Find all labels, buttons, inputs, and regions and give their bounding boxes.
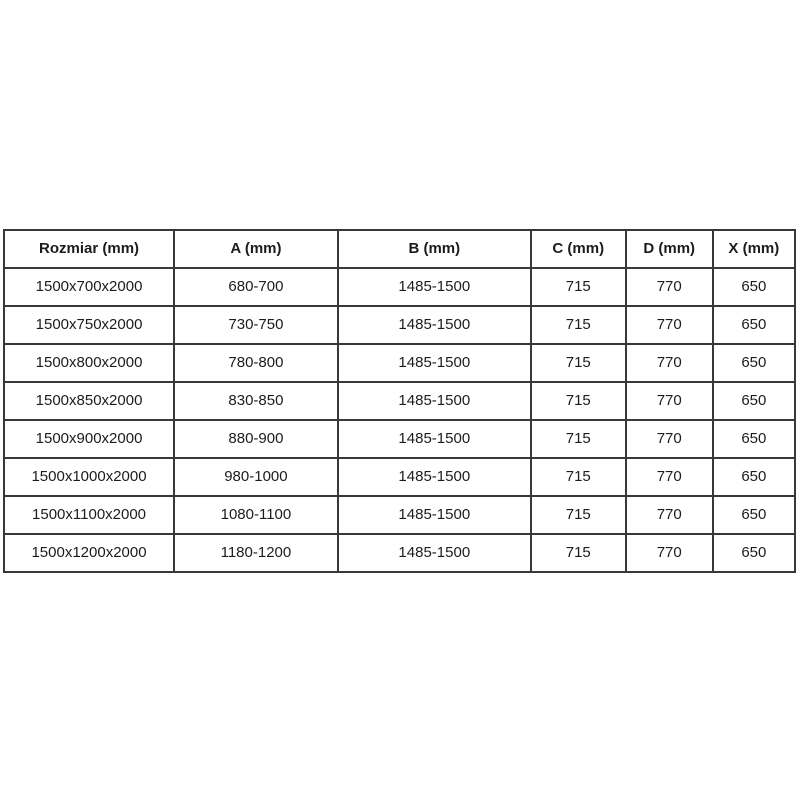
header-cell-b: B (mm) xyxy=(338,230,531,268)
cell-c: 715 xyxy=(531,306,626,344)
cell-a: 1180-1200 xyxy=(174,534,338,572)
cell-b: 1485-1500 xyxy=(338,534,531,572)
cell-d: 770 xyxy=(626,534,713,572)
cell-a: 980-1000 xyxy=(174,458,338,496)
cell-x: 650 xyxy=(713,496,795,534)
cell-x: 650 xyxy=(713,534,795,572)
table-row xyxy=(4,306,795,344)
table-row xyxy=(4,534,795,572)
cell-rozmiar: 1500x850x2000 xyxy=(4,382,174,420)
cell-c: 715 xyxy=(531,268,626,306)
cell-d: 770 xyxy=(626,420,713,458)
cell-x: 650 xyxy=(713,458,795,496)
cell-c: 715 xyxy=(531,382,626,420)
cell-b: 1485-1500 xyxy=(338,420,531,458)
cell-d: 770 xyxy=(626,496,713,534)
table-row xyxy=(4,458,795,496)
cell-a: 830-850 xyxy=(174,382,338,420)
cell-a: 1080-1100 xyxy=(174,496,338,534)
cell-d: 770 xyxy=(626,306,713,344)
cell-rozmiar: 1500x700x2000 xyxy=(4,268,174,306)
cell-b: 1485-1500 xyxy=(338,496,531,534)
table-row xyxy=(4,344,795,382)
cell-a: 880-900 xyxy=(174,420,338,458)
header-cell-x: X (mm) xyxy=(713,230,795,268)
header-cell-d: D (mm) xyxy=(626,230,713,268)
cell-x: 650 xyxy=(713,382,795,420)
cell-rozmiar: 1500x1100x2000 xyxy=(4,496,174,534)
cell-x: 650 xyxy=(713,420,795,458)
header-cell-a: A (mm) xyxy=(174,230,338,268)
cell-rozmiar: 1500x900x2000 xyxy=(4,420,174,458)
cell-b: 1485-1500 xyxy=(338,382,531,420)
cell-x: 650 xyxy=(713,306,795,344)
cell-a: 780-800 xyxy=(174,344,338,382)
cell-c: 715 xyxy=(531,458,626,496)
table-row xyxy=(4,268,795,306)
cell-b: 1485-1500 xyxy=(338,268,531,306)
cell-d: 770 xyxy=(626,268,713,306)
cell-a: 680-700 xyxy=(174,268,338,306)
cell-c: 715 xyxy=(531,534,626,572)
header-row xyxy=(4,230,795,268)
header-cell-rozmiar: Rozmiar (mm) xyxy=(4,230,174,268)
cell-rozmiar: 1500x1200x2000 xyxy=(4,534,174,572)
cell-b: 1485-1500 xyxy=(338,306,531,344)
cell-x: 650 xyxy=(713,344,795,382)
cell-d: 770 xyxy=(626,458,713,496)
cell-a: 730-750 xyxy=(174,306,338,344)
cell-c: 715 xyxy=(531,496,626,534)
cell-rozmiar: 1500x800x2000 xyxy=(4,344,174,382)
cell-rozmiar: 1500x750x2000 xyxy=(4,306,174,344)
cell-d: 770 xyxy=(626,344,713,382)
cell-rozmiar: 1500x1000x2000 xyxy=(4,458,174,496)
cell-d: 770 xyxy=(626,382,713,420)
cell-x: 650 xyxy=(713,268,795,306)
size-spec-table-container xyxy=(3,229,796,573)
cell-c: 715 xyxy=(531,420,626,458)
header-cell-c: C (mm) xyxy=(531,230,626,268)
cell-c: 715 xyxy=(531,344,626,382)
size-spec-table xyxy=(3,229,796,573)
cell-b: 1485-1500 xyxy=(338,458,531,496)
table-row xyxy=(4,382,795,420)
table-row xyxy=(4,496,795,534)
table-row xyxy=(4,420,795,458)
cell-b: 1485-1500 xyxy=(338,344,531,382)
